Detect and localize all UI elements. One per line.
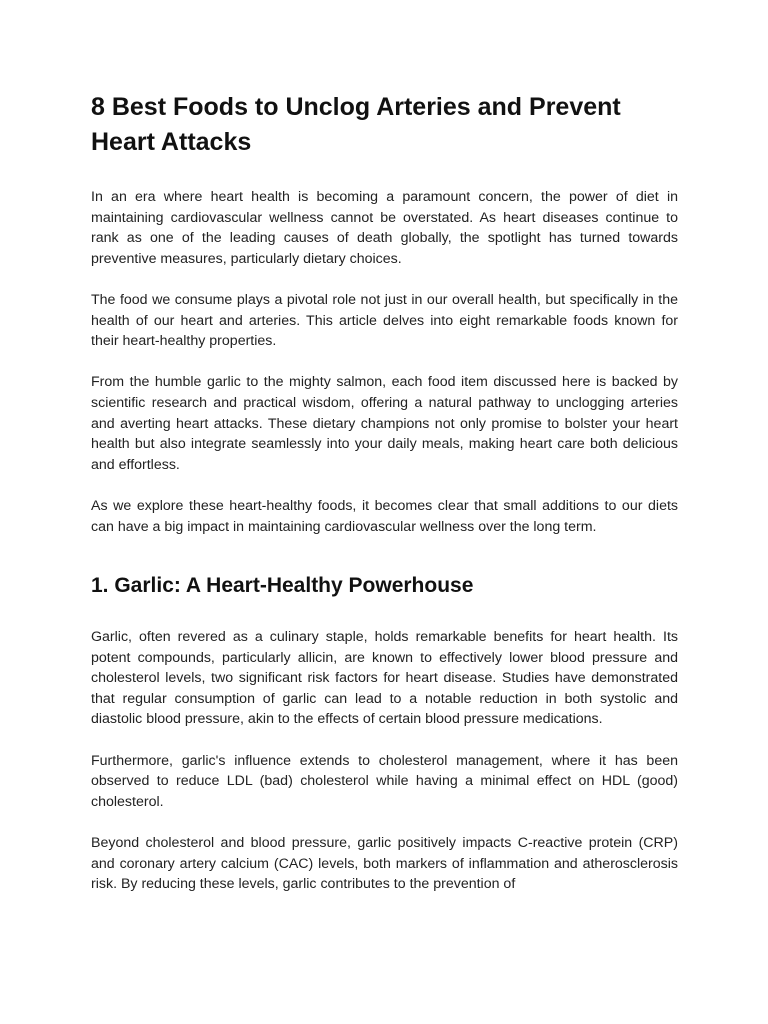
- intro-paragraph: From the humble garlic to the mighty salmon, each food item discussed here is backed by scientific research and practical wisdom, offering a natural pathway to unclogging arteries and averting heart attacks. These dietary champions not only promise to bolster your heart health but also integrate seamlessly into your daily meals, making heart care both delicious and effortless.: [91, 374, 678, 473]
- intro-paragraph: In an era where heart health is becoming a paramount concern, the power of diet in maintaining cardiovascular wellness cannot be overstated. As heart diseases continue to rank as one of the leading causes of death globally, the spotlight has turned towards preventive measures, particularly dietary choices.: [91, 189, 678, 267]
- section-heading: 1. Garlic: A Heart-Healthy Powerhouse: [91, 574, 474, 598]
- intro-paragraph: The food we consume plays a pivotal role not just in our overall health, but specifically in the health of our heart and arteries. This article delves into eight remarkable foods known for their heart-healthy properties.: [91, 291, 678, 350]
- section-paragraph: Furthermore, garlic's influence extends to cholesterol management, where it has been observed to reduce LDL (bad) cholesterol while having a minimal effect on HDL (good) cholesterol.: [91, 752, 678, 810]
- document-page: [91, 90, 678, 895]
- article-title: 8 Best Foods to Unclog Arteries and Prevent Heart Attacks: [91, 93, 621, 156]
- section-paragraph: Garlic, often revered as a culinary staple, holds remarkable benefits for heart health. Its potent compounds, particularly allicin, are known to effectively lower blood pressure and cholesterol levels, two significant risk factors for heart disease. Studies have demonstrated that regular consumption of garlic can lead to a notable reduction in both systolic and diastolic blood pressure, akin to the effects of certain blood pressure medications.: [91, 629, 678, 728]
- section-paragraph: Beyond cholesterol and blood pressure, garlic positively impacts C-reactive protein (CRP) and coronary artery calcium (CAC) levels, both markers of inflammation and atherosclerosis risk. By reducing these levels, garlic contributes to the prevention of: [91, 835, 678, 893]
- intro-paragraph: As we explore these heart-healthy foods, it becomes clear that small additions to our diets can have a big impact in maintaining cardiovascular wellness over the long term.: [91, 497, 678, 535]
